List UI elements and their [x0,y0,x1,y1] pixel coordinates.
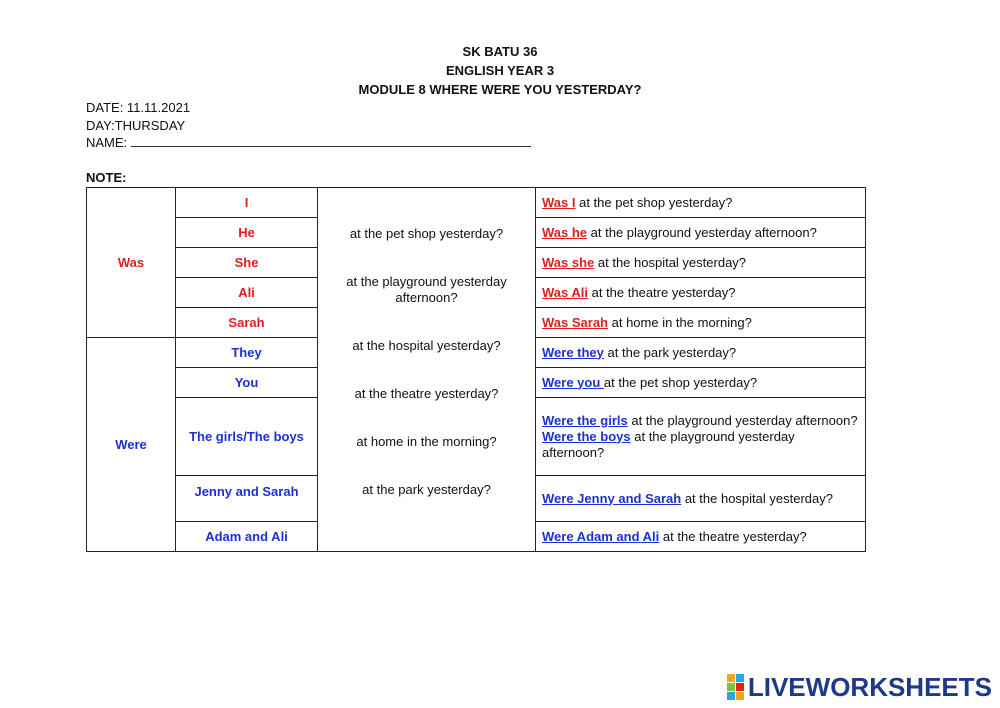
question-line [542,429,859,461]
subject-cell: Jenny and Sarah [176,476,318,522]
question-rest: at the playground yesterday afternoon? [587,224,817,240]
subject-cell: Ali [176,278,318,308]
subject-cell: The girls/The boys [176,398,318,476]
question-cell [536,278,866,308]
question-rest: at the pet shop yesterday? [603,374,758,390]
subject-cell: He [176,218,318,248]
logo-blocks-icon [727,674,744,700]
places-column [318,188,536,552]
question-cell [536,476,866,522]
question-cell [536,368,866,398]
place-item: at the pet shop yesterday? [349,226,504,241]
question-key: Were Jenny and Sarah [542,490,682,506]
question-key: Were the girls [542,412,628,428]
subject-cell: You [176,368,318,398]
question-rest: at the hospital yesterday? [681,490,833,506]
question-rest: at the pet shop yesterday? [575,194,733,210]
question-cell [536,398,866,476]
subject-cell: She [176,248,318,278]
question-key: Was I [542,194,576,210]
question-cell [536,338,866,368]
module-title: MODULE 8 WHERE WERE YOU YESTERDAY? [358,82,642,97]
logo-text: LIVEWORKSHEETS [747,671,992,702]
question-cell [536,218,866,248]
question-rest: at the theatre yesterday? [588,284,736,300]
place-item: at the theatre yesterday? [354,386,499,401]
subject-cell: They [176,338,318,368]
place-item: at the park yesterday? [362,482,491,497]
question-key: Were they [542,344,604,360]
question-rest: at the park yesterday? [603,344,737,360]
subject-cell: I [176,188,318,218]
subject-title: ENGLISH YEAR 3 [445,63,555,78]
question-rest: at the playground yesterday afternoon? [627,412,858,428]
verb-was: Was [87,188,176,338]
liveworksheets-logo [727,671,992,702]
day-line: DAY:THURSDAY [86,118,186,133]
question-key: Were Adam and Ali [542,528,660,544]
note-label: NOTE: [86,170,127,185]
question-key: Was he [542,224,588,240]
question-rest: at home in the morning? [608,314,752,330]
subject-cell: Sarah [176,308,318,338]
question-key: Were you [542,374,604,390]
place-item: at the playground yesterday afternoon? [346,274,507,305]
question-key: Was Sarah [542,314,608,330]
question-key: Were the boys [542,428,631,444]
table-row [87,188,866,218]
verb-were: Were [87,338,176,552]
question-rest: at the hospital yesterday? [594,254,747,270]
name-line [86,135,531,150]
name-blank[interactable] [131,135,531,147]
question-cell [536,522,866,552]
question-line [542,413,859,429]
place-item: at the hospital yesterday? [352,338,501,353]
question-cell [536,248,866,278]
date-line: DATE: 11.11.2021 [86,100,191,115]
school-title: SK BATU 36 [462,44,538,59]
question-cell [536,188,866,218]
question-key: Was Ali [542,284,588,300]
grammar-table [86,187,866,552]
place-item: at home in the morning? [356,434,497,449]
question-key: Was she [542,254,595,270]
name-label: NAME: [86,135,128,150]
question-rest: at the playground yesterday afternoon? [542,428,795,460]
question-rest: at the theatre yesterday? [659,528,807,544]
subject-cell: Adam and Ali [176,522,318,552]
question-cell [536,308,866,338]
